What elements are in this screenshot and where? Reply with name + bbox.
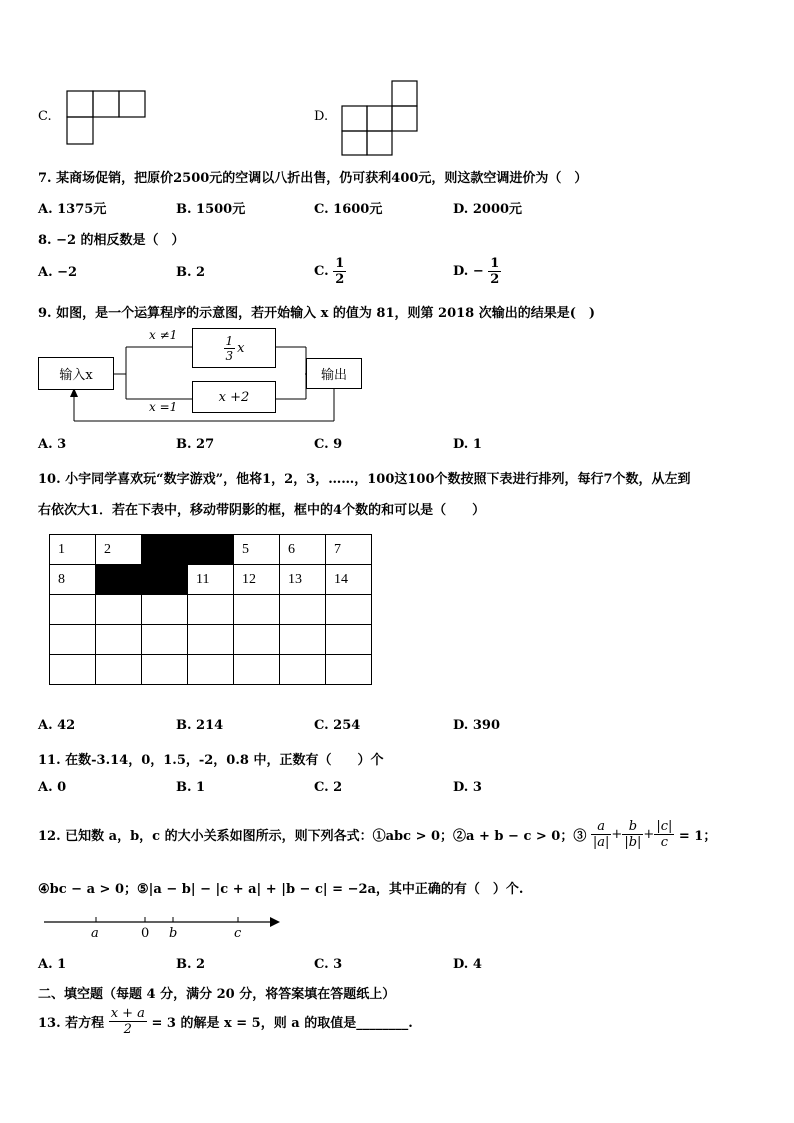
table-cell [96, 625, 142, 655]
table-cell [280, 625, 326, 655]
q7-stem: 7. 某商场促销，把原价2500元的空调以八折出售，仍可获利400元，则这款空调进价为（ ） [38, 171, 588, 186]
q6-option-d-figure [340, 78, 424, 160]
table-cell: 5 [234, 535, 280, 565]
q9-option-c: C. 9 [314, 437, 343, 452]
q9-option-a: A. 3 [38, 437, 67, 452]
table-cell [96, 595, 142, 625]
table-cell [234, 655, 280, 685]
table-cell [188, 595, 234, 625]
fraction-denominator: 2 [490, 272, 500, 287]
q12-stem-line1-tail: = 1； [678, 829, 717, 844]
q9-option-b: B. 27 [176, 437, 215, 452]
q9-op-top-fraction [224, 334, 236, 363]
q13-fraction [109, 1006, 147, 1037]
fraction-numerator: 1 [490, 256, 500, 271]
q8-option-d-letter: D. − [453, 264, 484, 279]
q8-option-d [453, 256, 501, 287]
table-cell [142, 595, 188, 625]
q8-option-c-letter: C. [314, 264, 329, 279]
fraction-numerator: b [622, 819, 643, 835]
table-row [50, 625, 372, 655]
q7-option-b: B. 1500元 [176, 202, 246, 217]
q13-stem [38, 1006, 413, 1037]
q10-stem-line1: 10. 小宇同学喜欢玩“数字游戏”，他将1，2，3，……，100这100个数按照下表进行排列，每行7个数，从左到 [38, 472, 691, 487]
section-2-heading: 二、填空题（每题 4 分，满分 20 分，将答案填在答题纸上） [38, 987, 396, 1002]
q9-op-top-variable: x [237, 340, 245, 356]
q8-option-d-fraction [488, 256, 501, 287]
table-cell: 8 [50, 565, 96, 595]
table-cell: 12 [234, 565, 280, 595]
table-cell [142, 625, 188, 655]
q11-stem: 11. 在数-3.14，0，1.5，-2，0.8 中，正数有（ ）个 [38, 753, 384, 768]
table-cell [280, 655, 326, 685]
q7-option-d: D. 2000元 [453, 202, 523, 217]
q12-option-c: C. 3 [314, 957, 343, 972]
q11-option-a: A. 0 [38, 780, 67, 795]
number-line-label-0: 0 [141, 926, 150, 941]
table-cell: 13 [280, 565, 326, 595]
fraction-denominator: 2 [123, 1022, 132, 1037]
q9-condition-bottom: x =1 [149, 400, 178, 414]
q8-option-b: B. 2 [176, 265, 206, 280]
q6-option-d-label: D. [314, 109, 329, 124]
q12-option-d: D. 4 [453, 957, 482, 972]
q10-option-b: B. 214 [176, 718, 224, 733]
q7-option-a: A. 1375元 [38, 202, 107, 217]
q12-number-line [40, 912, 290, 944]
q12-option-b: B. 2 [176, 957, 206, 972]
fraction-denominator: 3 [225, 348, 234, 363]
fraction-numerator: 1 [335, 256, 345, 271]
q9-op-bottom-box: x +2 [192, 381, 276, 413]
shaded-cell [188, 535, 234, 565]
q9-input-box: 输入x [38, 357, 114, 390]
q10-number-table [49, 534, 372, 685]
table-row [50, 595, 372, 625]
table-cell [142, 655, 188, 685]
table-cell: 6 [280, 535, 326, 565]
table-cell [50, 625, 96, 655]
table-row [50, 655, 372, 685]
fraction-numerator: x + a [110, 1006, 145, 1021]
table-cell: 2 [96, 535, 142, 565]
fraction-numerator: a [591, 819, 612, 835]
q9-stem: 9. 如图，是一个运算程序的示意图，若开始输入 x 的值为 81，则第 2018 次输出的结果是( ) [38, 306, 596, 321]
q8-option-c [314, 256, 346, 287]
q10-stem-line2: 右依次大1．若在下表中，移动带阴影的框，框中的4个数的和可以是（ ） [38, 503, 486, 518]
q8-option-a: A. −2 [38, 265, 78, 280]
fraction-denominator: |b| [624, 835, 642, 850]
q13-suffix: = 3 的解是 x = 5，则 a 的取值是________. [151, 1016, 413, 1031]
q8-stem: 8. −2 的相反数是（ ） [38, 233, 185, 248]
q12-option-a: A. 1 [38, 957, 67, 972]
q9-option-d: D. 1 [453, 437, 482, 452]
fraction-numerator: |c| [656, 819, 673, 834]
table-cell [234, 595, 280, 625]
table-cell: 7 [326, 535, 372, 565]
table-cell: 1 [50, 535, 96, 565]
fraction-denominator: 2 [335, 272, 345, 287]
q12-stem-line2: ④bc − a > 0；⑤|a − b| − |c + a| + |b − c| = −2a，其中正确的有（ ）个. [38, 882, 524, 897]
table-cell: 14 [326, 565, 372, 595]
q9-output-box: 输出 [306, 358, 362, 389]
table-cell [50, 595, 96, 625]
q11-option-d: D. 3 [453, 780, 482, 795]
q7-option-c: C. 1600元 [314, 202, 383, 217]
q12-stem-line1: 12. 已知数 a，b，c 的大小关系如图所示，则下列各式：①abc > 0；②a + b − c > 0；③ $\frac{a}{|a|}$ + $\frac{b}{|b|}$ + $\frac{|c|}{c}$ = 1； [38, 819, 717, 850]
shaded-cell [96, 565, 142, 595]
table-cell [234, 625, 280, 655]
q6-option-c-figure [64, 88, 154, 148]
q13-prefix: 13. 若方程 [38, 1016, 105, 1031]
table-cell [188, 625, 234, 655]
table-cell [50, 655, 96, 685]
fraction-denominator: |a| [592, 835, 610, 850]
q12-fraction-c [654, 819, 674, 850]
table-cell [96, 655, 142, 685]
table-cell [188, 655, 234, 685]
table-cell [326, 595, 372, 625]
q12-fraction-a [591, 819, 612, 850]
number-line-label-c: c [234, 926, 242, 941]
q11-option-b: B. 1 [176, 780, 206, 795]
number-line-label-a: a [91, 926, 99, 941]
q9-op-top-box [192, 328, 276, 368]
fraction-numerator: 1 [225, 333, 234, 348]
table-cell [280, 595, 326, 625]
q10-option-d: D. 390 [453, 718, 500, 733]
q11-option-c: C. 2 [314, 780, 343, 795]
q12-fraction-b [622, 819, 643, 850]
table-row [50, 535, 372, 565]
q6-option-c-label: C. [38, 109, 52, 124]
q8-option-c-fraction [333, 256, 346, 287]
table-cell [326, 655, 372, 685]
shaded-cell [142, 535, 188, 565]
shaded-cell [142, 565, 188, 595]
table-cell [326, 625, 372, 655]
q10-option-a: A. 42 [38, 718, 76, 733]
table-row [50, 565, 372, 595]
q9-condition-top: x ≠1 [149, 328, 178, 342]
q12-stem-line1-text: 12. 已知数 a，b，c 的大小关系如图所示，则下列各式：①abc > 0；②a + b − c > 0；③ [38, 829, 587, 844]
table-cell: 11 [188, 565, 234, 595]
fraction-denominator: c [660, 835, 668, 850]
q10-option-c: C. 254 [314, 718, 361, 733]
number-line-label-b: b [169, 926, 178, 941]
